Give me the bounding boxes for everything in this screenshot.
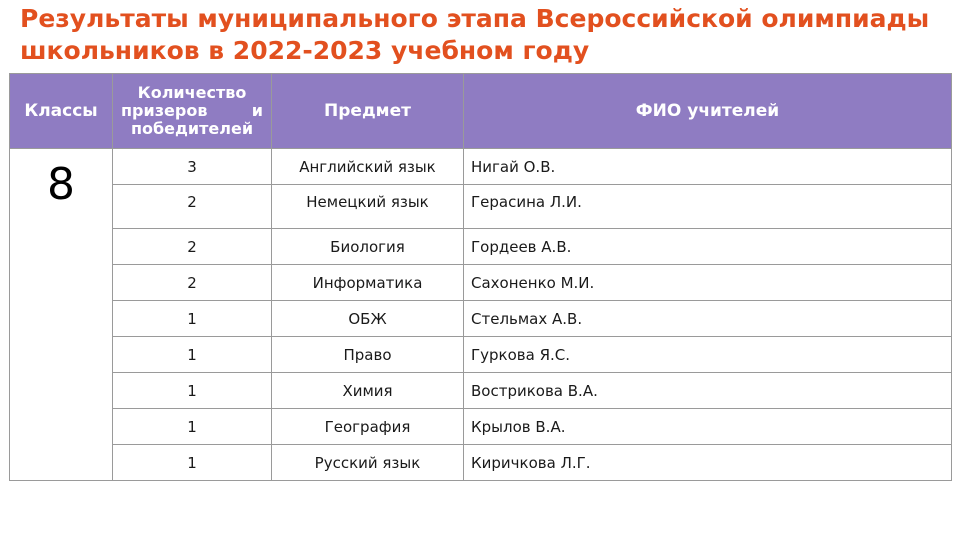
- table-row: [10, 185, 952, 229]
- header-count-line2: призеров и: [121, 101, 263, 120]
- results-table: [9, 73, 952, 481]
- subject-cell: Биология: [272, 229, 464, 265]
- table-row: [10, 445, 952, 481]
- header-grade: Классы: [10, 74, 113, 149]
- subject-cell: Русский язык: [272, 445, 464, 481]
- header-count-line3: победителей: [130, 119, 254, 138]
- teacher-cell: Гордеев А.В.: [464, 229, 952, 265]
- teacher-cell: Киричкова Л.Г.: [464, 445, 952, 481]
- teacher-cell: Сахоненко М.И.: [464, 265, 952, 301]
- count-cell: 1: [113, 301, 272, 337]
- count-cell: 2: [113, 185, 272, 229]
- count-cell: 3: [113, 149, 272, 185]
- teacher-cell: Стельмах А.В.: [464, 301, 952, 337]
- subject-cell: Немецкий язык: [272, 185, 464, 229]
- teacher-cell: Гуркова Я.С.: [464, 337, 952, 373]
- table-row: [10, 409, 952, 445]
- count-cell: 1: [113, 409, 272, 445]
- header-subject: Предмет: [272, 74, 464, 149]
- count-cell: 1: [113, 337, 272, 373]
- subject-cell: Информатика: [272, 265, 464, 301]
- teacher-cell: Герасина Л.И.: [464, 185, 952, 229]
- header-teacher: ФИО учителей: [464, 74, 952, 149]
- table-row: [10, 373, 952, 409]
- page-title: Результаты муниципального этапа Всероссийской олимпиады школьников в 2022-2023 учебном году: [20, 4, 930, 65]
- table-row: [10, 301, 952, 337]
- table-row: [10, 229, 952, 265]
- subject-cell: География: [272, 409, 464, 445]
- table-header-row: [10, 74, 952, 149]
- header-count-line1: Количество: [137, 83, 247, 102]
- count-cell: 2: [113, 265, 272, 301]
- subject-cell: Химия: [272, 373, 464, 409]
- table-row: [10, 337, 952, 373]
- teacher-cell: Вострикова В.А.: [464, 373, 952, 409]
- table-row: [10, 265, 952, 301]
- subject-cell: Английский язык: [272, 149, 464, 185]
- count-cell: 1: [113, 445, 272, 481]
- teacher-cell: Нигай О.В.: [464, 149, 952, 185]
- grade-cell: 8: [10, 149, 113, 481]
- table-row: [10, 149, 952, 185]
- teacher-cell: Крылов В.А.: [464, 409, 952, 445]
- count-cell: 1: [113, 373, 272, 409]
- count-cell: 2: [113, 229, 272, 265]
- subject-cell: Право: [272, 337, 464, 373]
- header-count: [113, 74, 272, 149]
- subject-cell: ОБЖ: [272, 301, 464, 337]
